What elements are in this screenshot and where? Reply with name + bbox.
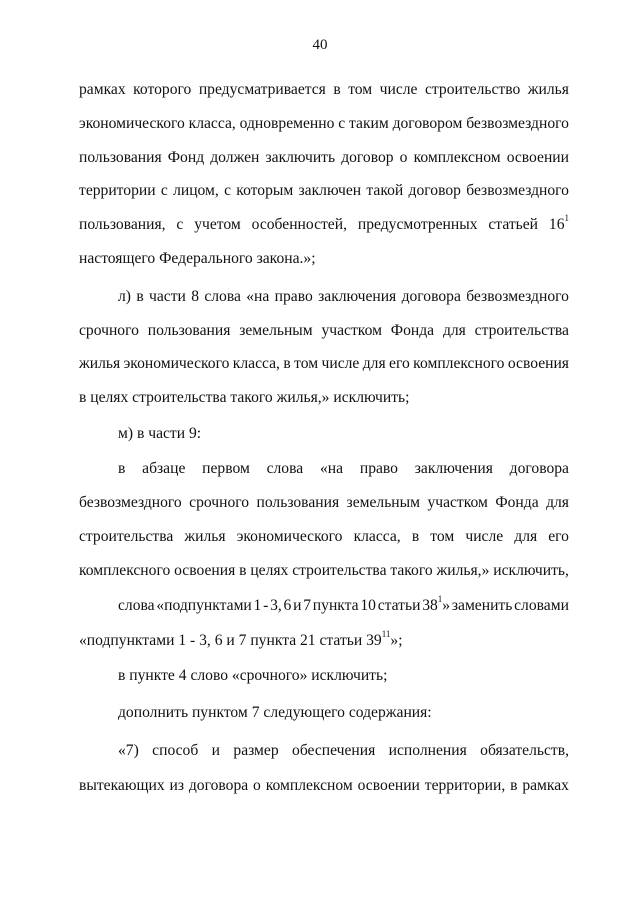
text-line: срочного пользования земельным участком Фонда для строительства — [79, 322, 569, 339]
superscript: 11 — [381, 628, 391, 639]
text-line: вытекающих из договора о комплексном освоении территории, в рамках — [79, 777, 569, 794]
text-line: в абзаце первом слова «на право заключения договора — [118, 460, 569, 477]
text-line: дополнить пунктом 7 следующего содержания: — [118, 704, 432, 721]
text-line: территории с лицом, с которым заключен такой договор безвозмездного — [79, 182, 569, 199]
text-line: м) в части 9: — [118, 425, 202, 442]
superscript: 1 — [564, 212, 569, 223]
text-line: комплексного освоения в целях строительства такого жилья,» исключить, — [79, 562, 569, 579]
text-line: слова «подпунктами 1 - 3, 6 и 7 пункта 10 статьи $38^1$» заменить словами — [118, 593, 569, 614]
text-line: экономического класса, одновременно с таким договором безвозмездного — [79, 115, 569, 132]
superscript: 1 — [437, 593, 443, 604]
text-line: пользования Фонд должен заключить договор о комплексном освоении — [79, 149, 569, 166]
text-line: в целях строительства такого жилья,» исключить; — [79, 389, 410, 406]
text-line: жилья экономического класса, в том числе для его комплексного освоения — [79, 355, 569, 372]
page-number: 40 — [312, 37, 328, 53]
text-line: строительства жилья экономического класса, в том числе для его — [79, 528, 569, 545]
text-line: л) в части 8 слова «на право заключения договора безвозмездного — [118, 288, 569, 305]
text-line: настоящего Федерального закона.»; — [79, 250, 316, 267]
text-line: «7) способ и размер обеспечения исполнения обязательств, — [118, 742, 569, 759]
text-line: пользования, с учетом особенностей, предусмотренных статьей $16^1$ — [79, 212, 569, 233]
text-line: в пункте 4 слово «срочного» исключить; — [118, 667, 388, 684]
text-line: рамках которого предусматривается в том числе строительство жилья — [79, 81, 569, 98]
text-line: «подпунктами 1 - 3, 6 и 7 пункта 21 статьи $39^{11}$»; — [79, 628, 403, 649]
text-line: безвозмездного срочного пользования земельным участком Фонда для — [79, 494, 569, 511]
